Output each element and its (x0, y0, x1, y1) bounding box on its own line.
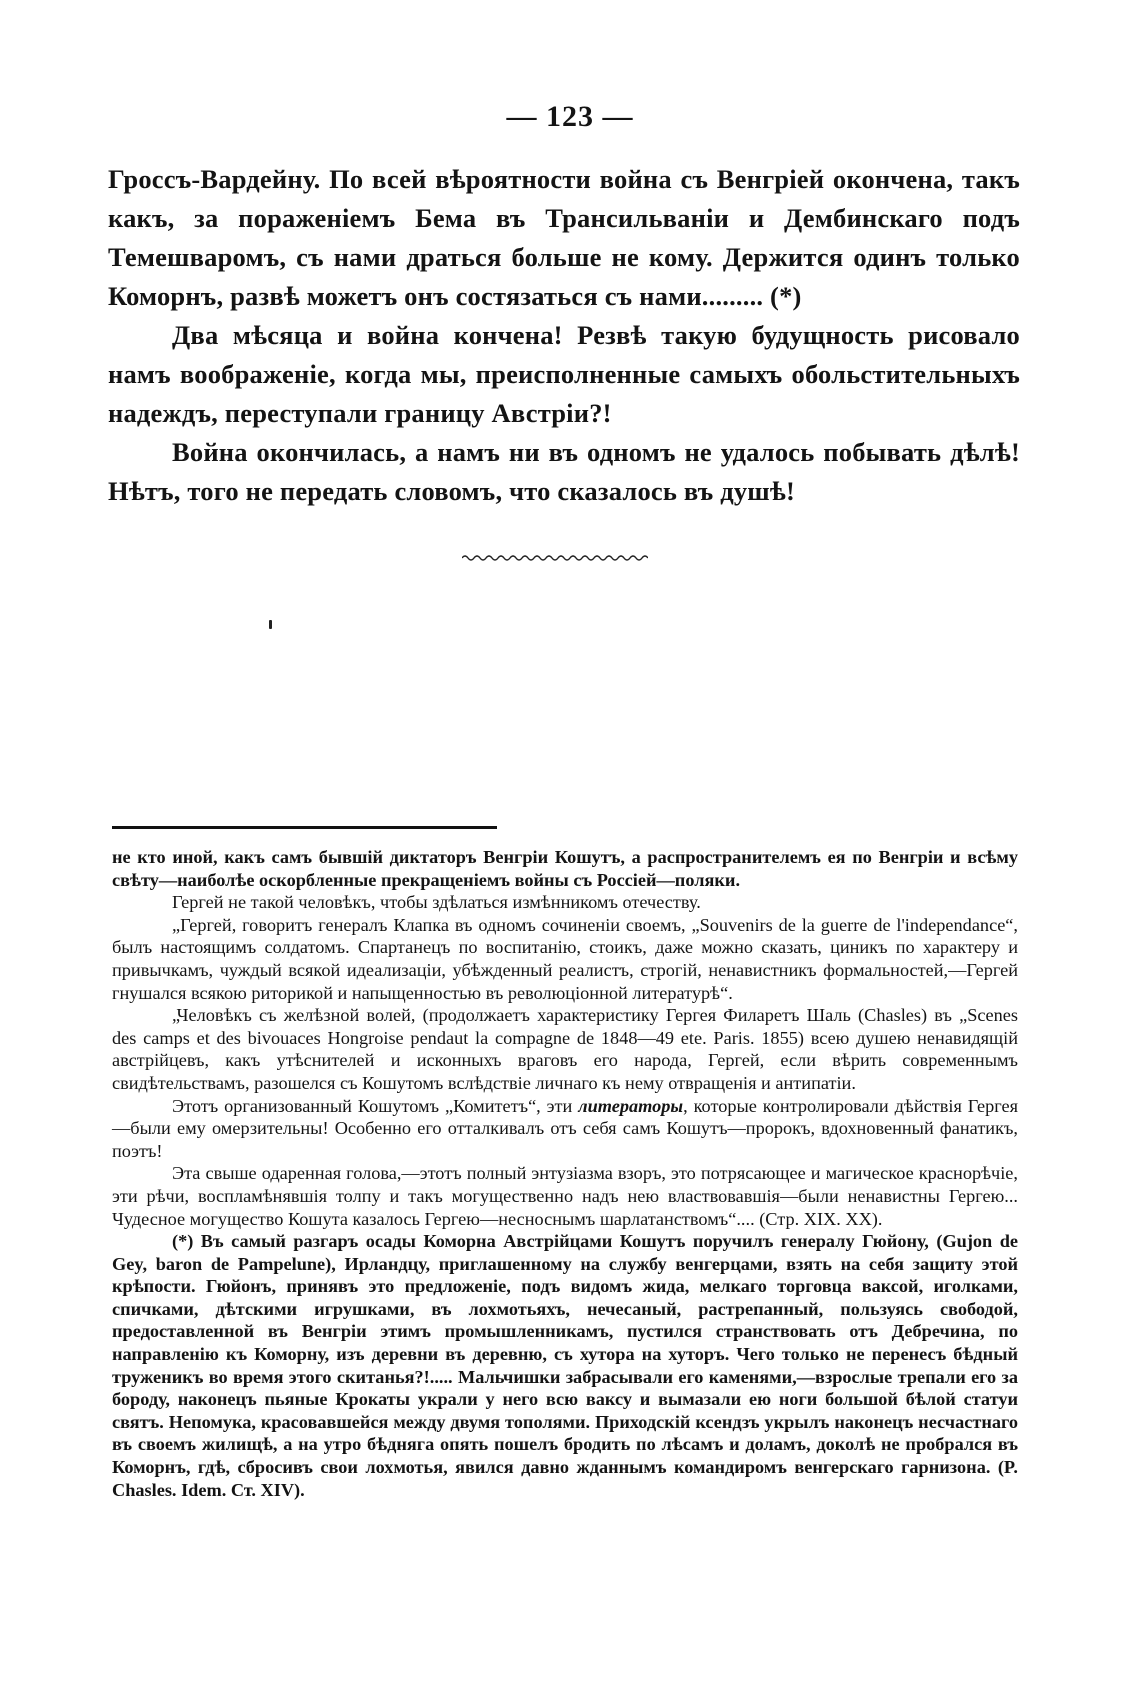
footnotes (112, 846, 1018, 1501)
footnote-paragraph: Гергей не такой человѣкъ, чтобы здѣлаться измѣнникомъ отечеству. (172, 892, 701, 913)
footnote-paragraph: (*) Въ самый разгаръ осады Коморна Австрійцами Кошутъ поручилъ генералу Гюйону, (Gujon de Gey, baron de Pampelune), Ирландцу, приглашенному на службу венгерцами, взять на себя защиту этой крѣпости. Гюйонъ, принявъ это предложеніе, подъ видомъ жида, мелкаго торговца ваксой, иголками, спичками, дѣтскими игрушками, въ лохмотьяхъ, нечесаный, растрепанный, пользуясь свободой, предоставленной въ Венгріи этимъ промышленникамъ, пустился странствовать отъ Дебречина, по направленію къ Коморну, изъ деревни въ деревню, съ хутора на хуторъ. Чего только не перенесъ бѣдный труженикъ во время этого скитанья?!..... Мальчишки забрасывали его каменями,—взрослые трепали его за бороду, наконецъ пьяные Крокаты украли у него всю ваксу и вымазали ею ноги большой бѣлой статуи святъ. Непомука, красовавшейся между двумя тополями. Приходскій ксендзъ укрылъ наконецъ несчастнаго въ своемъ жилищѣ, а на утро бѣдняга опять пошелъ бродить по лѣсамъ и доламъ, доколѣ не пробрался въ Коморнъ, гдѣ, сбросивъ свои лохмотья, явился давно жданнымъ командиромъ венгерскаго гарнизона. (P. Chasles. Idem. Ст. XIV). (112, 1231, 1018, 1500)
main-paragraph: Гроссъ-Вардейну. По всей вѣроятности война съ Венгріей окончена, такъ какъ, за пораженіемъ Бема въ Трансильваніи и Дембинскаго подъ Темешваромъ, съ нами драться больше не кому. Держится одинъ только Коморнъ, развѣ можетъ онъ состязаться съ нами......... (*) (108, 164, 1020, 311)
ink-speck (269, 620, 272, 629)
wavy-ornament-divider (462, 552, 648, 564)
footnote-rule (112, 826, 497, 829)
footnote-paragraph: „Гергей, говоритъ генералъ Клапка въ одномъ сочиненіи своемъ, „Souvenirs de la guerre de l'independance“, былъ настоящимъ солдатомъ. Спартанецъ по воспитанію, стоикъ, даже можно сказать, циникъ по характеру и привычкамъ, чуждый всякой идеализаціи, убѣжденный реалистъ, строгій, ненавистникъ формальностей,—Гергей гнушался всякою риторикой и напыщенностью въ революціонной литературѣ“. (112, 914, 1018, 1003)
footnote-italic-text: литераторы (578, 1095, 684, 1116)
footnote-paragraph: Эта свыше одаренная голова,—этотъ полный энтузіазма взоръ, это потрясающее и магическое краснорѣчіе, эти рѣчи, воспламѣнявшія толпу и такъ могущественно надъ нею властвовавшія—были ненавистны Гергею... Чудесное могущество Кошута казалось Гергею—несноснымъ шарлатанствомъ“.... (Стр. XIX. XX). (112, 1163, 1018, 1229)
footnote-paragraph: „Человѣкъ съ желѣзной волей, (продолжаетъ характеристику Гергея Филаретъ Шаль (Chasles) въ „Scenes des camps et des bivouaces Hongroise pendaut la compagne de 1848—49 ete. Paris. 1855) всею душею ненавидящій австрійцевъ, какъ утѣснителей и исконныхъ враговъ его народа, Гергей, если вѣрить современнымъ свидѣтельствамъ, разошелся съ Кошутомъ вслѣдствіе личнаго къ нему отвращенія и антипатіи. (112, 1005, 1018, 1093)
page-number: — 123 — (506, 100, 634, 133)
footnote-paragraph (112, 1095, 1018, 1163)
main-text (108, 160, 1020, 511)
footnote-paragraph: не кто иной, какъ самъ бывшій диктаторъ Венгріи Кошутъ, а распространителемъ ея по Венгріи и всѣму свѣту—наиболѣе оскорбленные прекращеніемъ войны съ Россіей—поляки. (112, 847, 1018, 890)
main-paragraph: Два мѣсяца и война кончена! Резвѣ такую будущность рисовало намъ воображеніе, когда мы, преисполненные самыхъ обольстительныхъ надеждъ, переступали границу Австріи?! (108, 320, 1020, 428)
footnote-text: Этотъ организованный Кошутомъ „Комитетъ“, эти (172, 1095, 579, 1116)
main-paragraph: Война окончилась, а намъ ни въ одномъ не удалось побывать дѣлѣ! Нѣтъ, того не передать словомъ, что сказалось въ душѣ! (108, 437, 1020, 506)
footnote-text: , которые контролировали дѣйствія Гергея—были ему омерзительны! Особенно его отталкивалъ отъ себя самъ Кошутъ—пророкъ, вдохновенный фанатикъ, поэтъ! (112, 1095, 1018, 1161)
